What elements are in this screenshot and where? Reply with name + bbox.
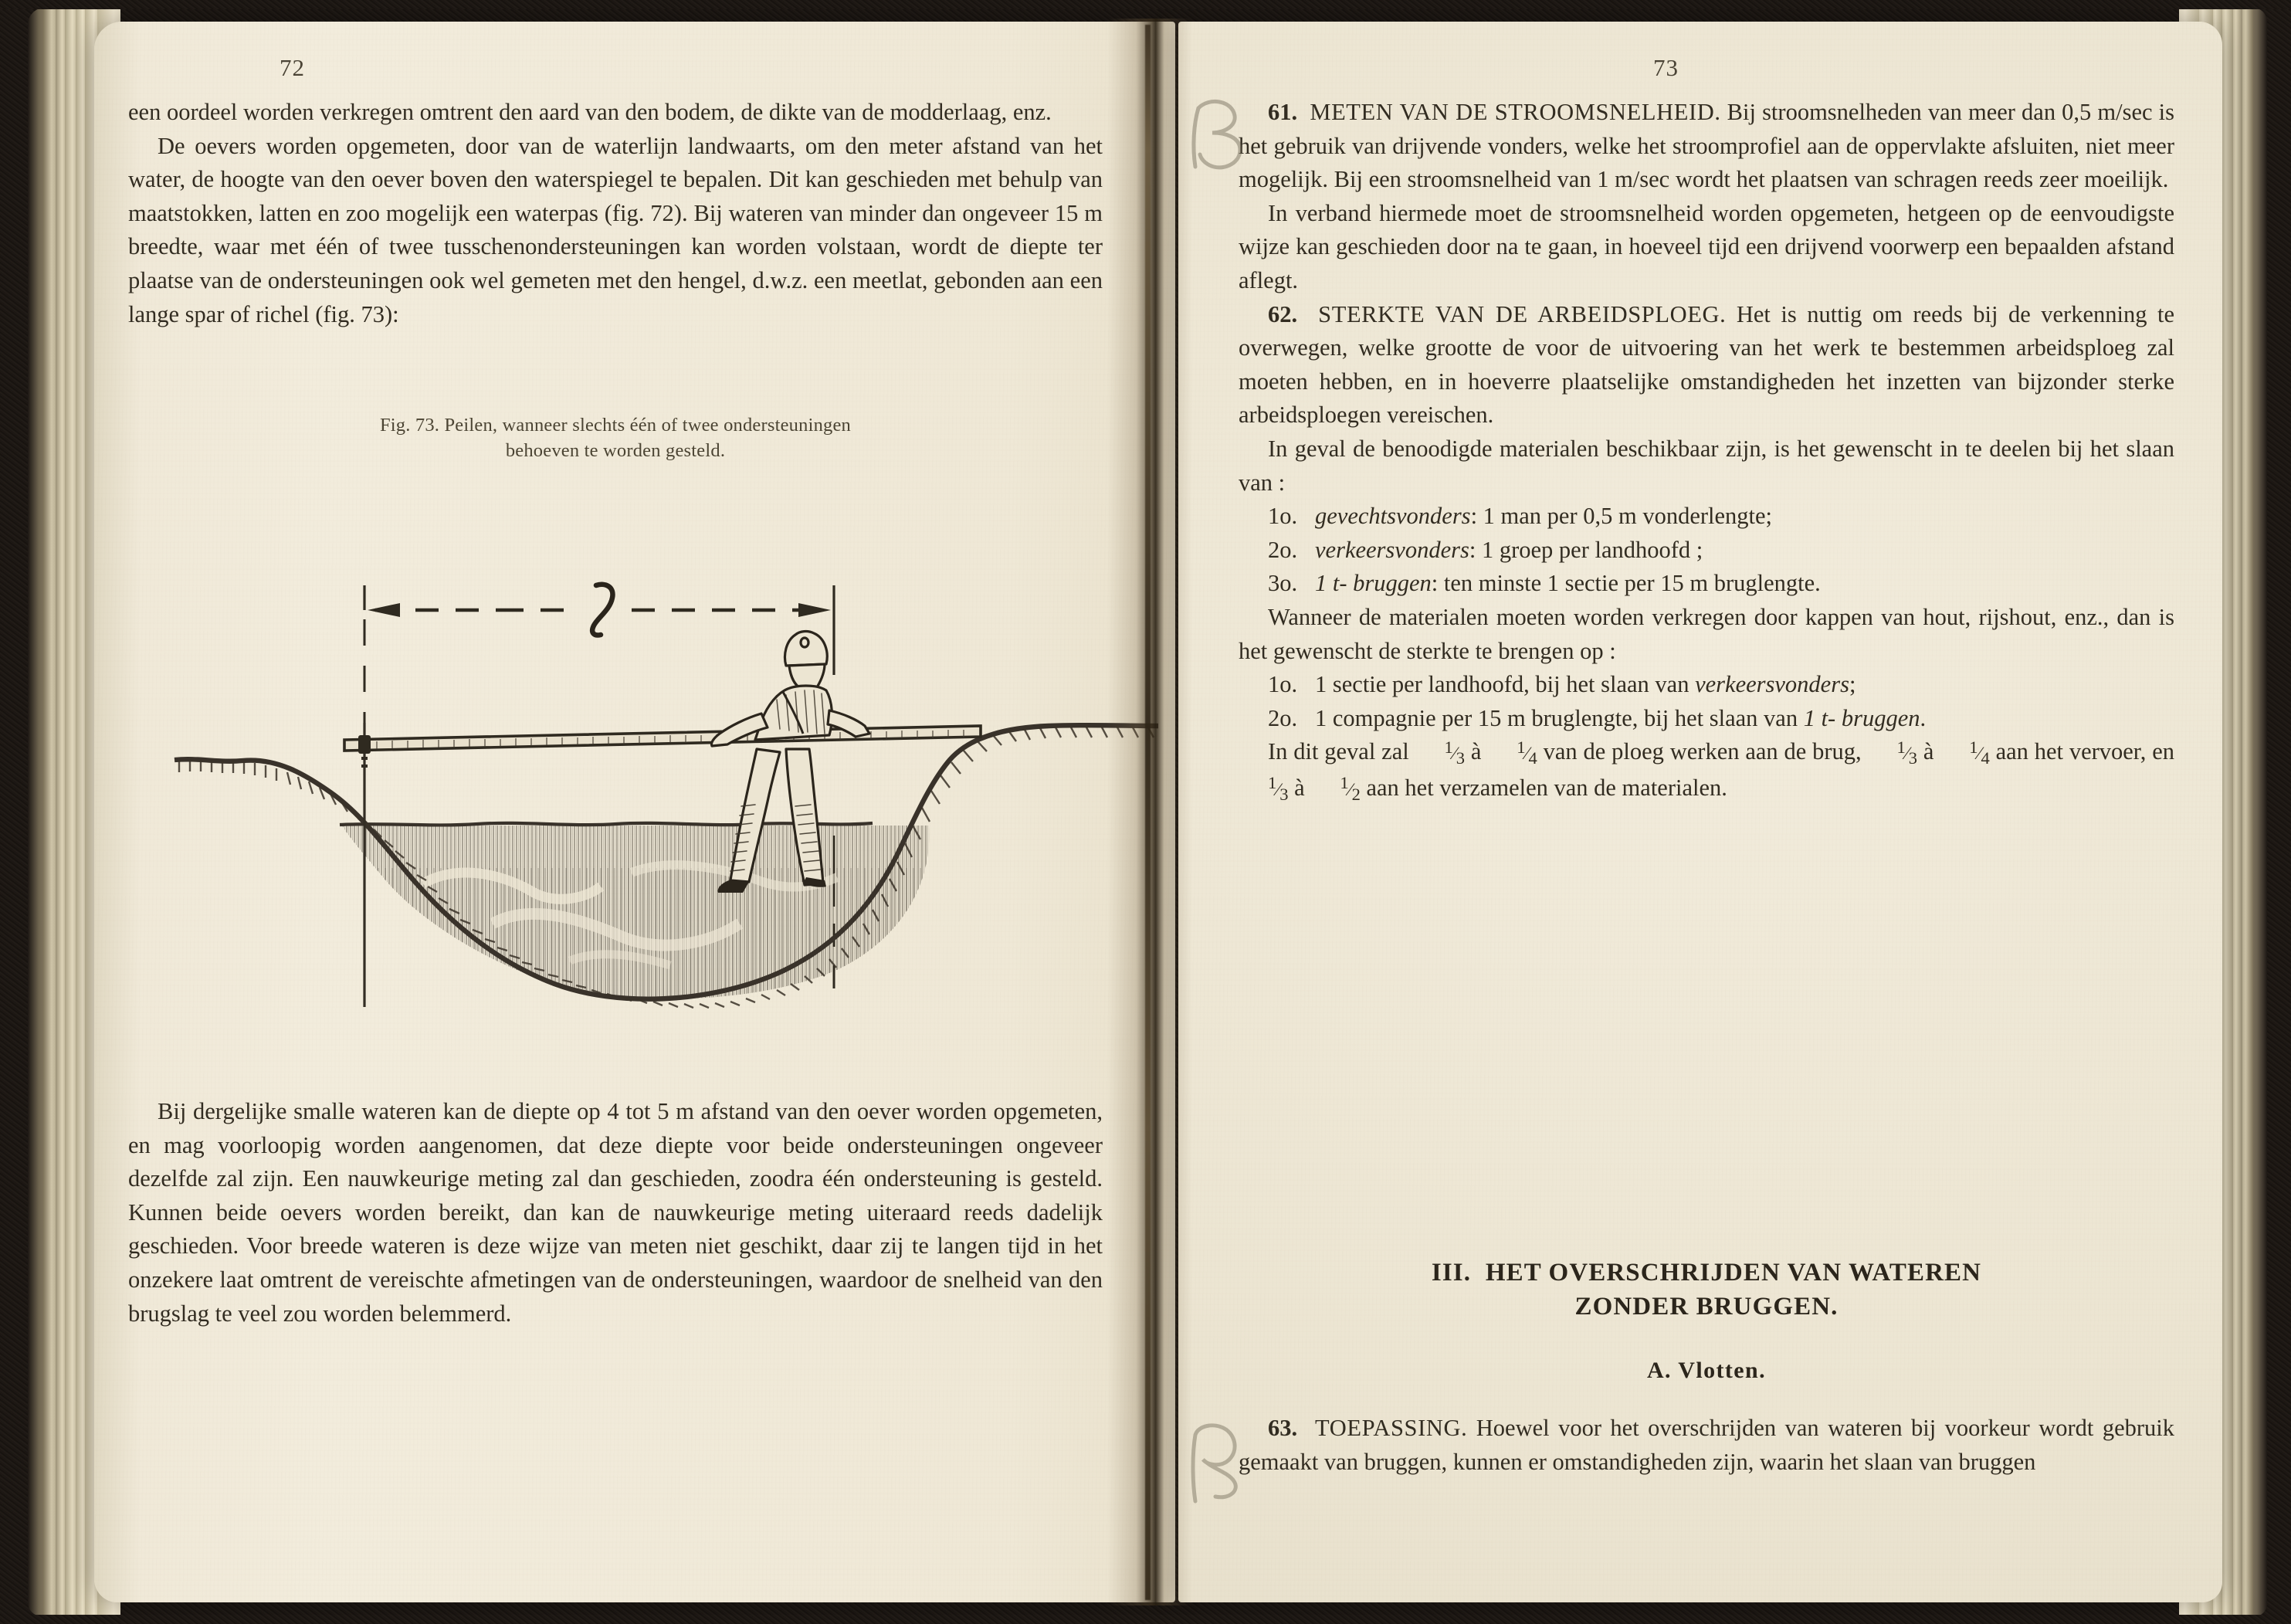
section-62 (1239, 298, 2174, 432)
fraction: 1⁄3 (1896, 737, 1917, 768)
section-63-title: TOEPASSING. (1315, 1415, 1468, 1441)
crop-band-top (0, 0, 2291, 9)
list-lead: 1 compagnie per 15 m bruglengte, bij het slaan van (1315, 704, 1804, 731)
left-column-bottom (128, 1095, 1103, 1331)
list-italic-lead: verkeersvonders (1315, 536, 1469, 563)
paragraph: In geval de benoodigde materialen beschikbaar zijn, is het gewenscht in te deelen bij het slaan van : (1239, 435, 2174, 496)
list-marker: 3o. (1268, 570, 1298, 597)
figure-73-illustration (168, 575, 1164, 1092)
list-marker: 1o. (1268, 671, 1298, 698)
section-63-number: 63. (1268, 1415, 1298, 1441)
list-item (1239, 668, 2174, 702)
paragraph: Wanneer de materialen moeten worden verkregen door kappen van hout, rijshout, enz., dan is het gewenscht de sterkte te brengen op : (1239, 603, 2174, 664)
section-62-title: STERKTE VAN DE ARBEIDSPLOEG. (1318, 300, 1727, 327)
section-heading-line-2: ZONDER BRUGGEN. (1574, 1293, 1839, 1321)
section-63 (1239, 1412, 2174, 1479)
list-lead: 1 sectie per landhoofd, bij het slaan van (1315, 671, 1696, 698)
list-item (1239, 702, 2174, 736)
section-61 (1239, 96, 2174, 197)
dimension-label-l (592, 585, 612, 636)
folio-right: 73 (1653, 54, 1679, 81)
crop-band-bottom (0, 1615, 2291, 1624)
figure-caption (141, 412, 1090, 463)
section-heading-III (1239, 1256, 2174, 1324)
section-62-body: Het is nuttig om reeds bij de verkenning te overwegen, welke grootte de voor de uitvoering van het werk te bestemmen arbeidsploeg zal moeten hebben, en in hoeverre plaatselijke omstandigheden het inzetten van bijzonder sterke arbeidsploegen vereischen. (1239, 300, 2174, 429)
figure-caption-line-2: behoeven te worden gesteld. (505, 440, 726, 461)
paragraph: De oevers worden opgemeten, door van de waterlijn landwaarts, om den meter afstand van het water, de hoogte van den oever boven den waterspiegel te bepalen. Dit kan geschieden met behulp van maatstokken, latten en zoo mogelijk een waterpas (fig. 72). Bij wateren van minder dan ongeveer 15 m breedte, waar met één of twee tusschenondersteuningen kan worden volstaan, wordt de diepte ter plaatse van de ondersteuningen ook wel gemeten met den hengel, d.w.z. een meetlat, gebonden aan een lange spar of richel (fig. 73): (128, 132, 1103, 327)
fraction: 1⁄3 (1268, 773, 1289, 804)
list-marker: 1o. (1268, 503, 1298, 530)
fraction: 1⁄4 (1969, 737, 1990, 768)
list-tail: ; (1849, 671, 1856, 698)
page-left (94, 22, 1175, 1602)
list-italic-lead: 1 t- bruggen (1315, 570, 1432, 597)
figure-caption-line-1: Fig. 73. Peilen, wanneer slechts één of twee ondersteuningen (379, 415, 852, 436)
fraction: 1⁄3 (1444, 737, 1466, 768)
fraction: 1⁄2 (1340, 773, 1361, 804)
list-rest: : ten minste 1 sectie per 15 m bruglengte. (1431, 570, 1821, 597)
folio-left: 72 (280, 54, 305, 81)
section-heading-roman: III. (1431, 1259, 1472, 1287)
list-italic-tail: verkeersvonders (1695, 671, 1849, 698)
list-italic-tail: 1 t- bruggen (1803, 704, 1920, 731)
list-rest: : 1 groep per landhoofd ; (1469, 536, 1703, 563)
right-column-final (1239, 1412, 2174, 1479)
section-heading-line-1 (1239, 1256, 2174, 1290)
section-heading-title-1: HET OVERSCHRIJDEN VAN WATEREN (1485, 1259, 1982, 1287)
right-column (1239, 96, 2174, 807)
water-body (323, 814, 956, 1022)
list-item (1239, 500, 2174, 534)
figure-73-svg (168, 575, 1164, 1092)
open-book (28, 8, 2267, 1616)
section-61-title: METEN VAN DE STROOMSNELHEID. (1310, 99, 1721, 125)
section-62-number: 62. (1268, 300, 1298, 327)
spar-beam (344, 726, 981, 754)
subsection-heading-A: A. Vlotten. (1646, 1358, 1766, 1383)
list-rest: : 1 man per 0,5 m vonderlengte; (1470, 503, 1773, 530)
list-marker: 2o. (1268, 704, 1298, 731)
list-item (1239, 567, 2174, 601)
page-right (1178, 22, 2222, 1602)
section-63-body: Hoewel voor het overschrijden van wateren bij voorkeur wordt gebruik gemaakt van bruggen, kunnen er omstandigheden zijn, waarin het slaan van bruggen (1239, 1415, 2175, 1475)
fraction: 1⁄4 (1517, 737, 1537, 768)
left-column-top (128, 96, 1103, 331)
paragraph: een oordeel worden verkregen omtrent den aard van den bodem, de dikte van de modderlaag, enz. (128, 99, 1052, 125)
list-tail: . (1920, 704, 1927, 731)
list-italic-lead: gevechtsvonders (1315, 503, 1471, 530)
list-marker: 2o. (1268, 536, 1298, 563)
section-61-number: 61. (1268, 99, 1298, 125)
paragraph: In verband hiermede moet de stroomsnelheid worden opgemeten, hetgeen op de eenvoudigste wijze kan geschieden door na te gaan, in hoeveel tijd een drijvend voorwerp een bepaalden afstand aflegt. (1239, 199, 2174, 293)
paragraph: Bij dergelijke smalle wateren kan de diepte op 4 tot 5 m afstand van den oever worden opgemeten, en mag voorloopig worden aangenomen, dat deze diepte voor beide ondersteuningen ongeveer dezelfde zal zijn. Een nauwkeurige meting zal dan geschieden, zoodra één ondersteuning is gesteld. Kunnen beide oevers worden bereikt, dan kan de nauwkeurige meting uiteraard reeds dadelijk geschieden. Voor breede wateren is deze wijze van meten niet geschikt, daar zij te langen tijd in het onzekere laat omtrent de vereischte afmetingen van de ondersteuningen, waardoor de snelheid van den brugslag te veel zou worden belemmerd. (128, 1098, 1103, 1327)
book-gutter-line (1145, 25, 1151, 1600)
list-item (1239, 534, 2174, 568)
section-61-body: Bij stroomsnelheden van meer dan 0,5 m/sec is het gebruik van drijvende vonders, welke het stroomprofiel aan de oppervlakte afsluiten, niet meer mogelijk. Bij een stroomsnelheid van 1 m/sec wordt het plaatsen van schragen reeds zeer moeilijk. (1239, 99, 2174, 193)
paragraph-with-fractions: In dit geval zal 1⁄3 à 1⁄4 van de ploeg werken aan de brug, 1⁄3 à 1⁄4 aan het vervoer, en 1⁄3 à 1⁄2 aan het verzamelen van de materialen. (1239, 735, 2174, 807)
